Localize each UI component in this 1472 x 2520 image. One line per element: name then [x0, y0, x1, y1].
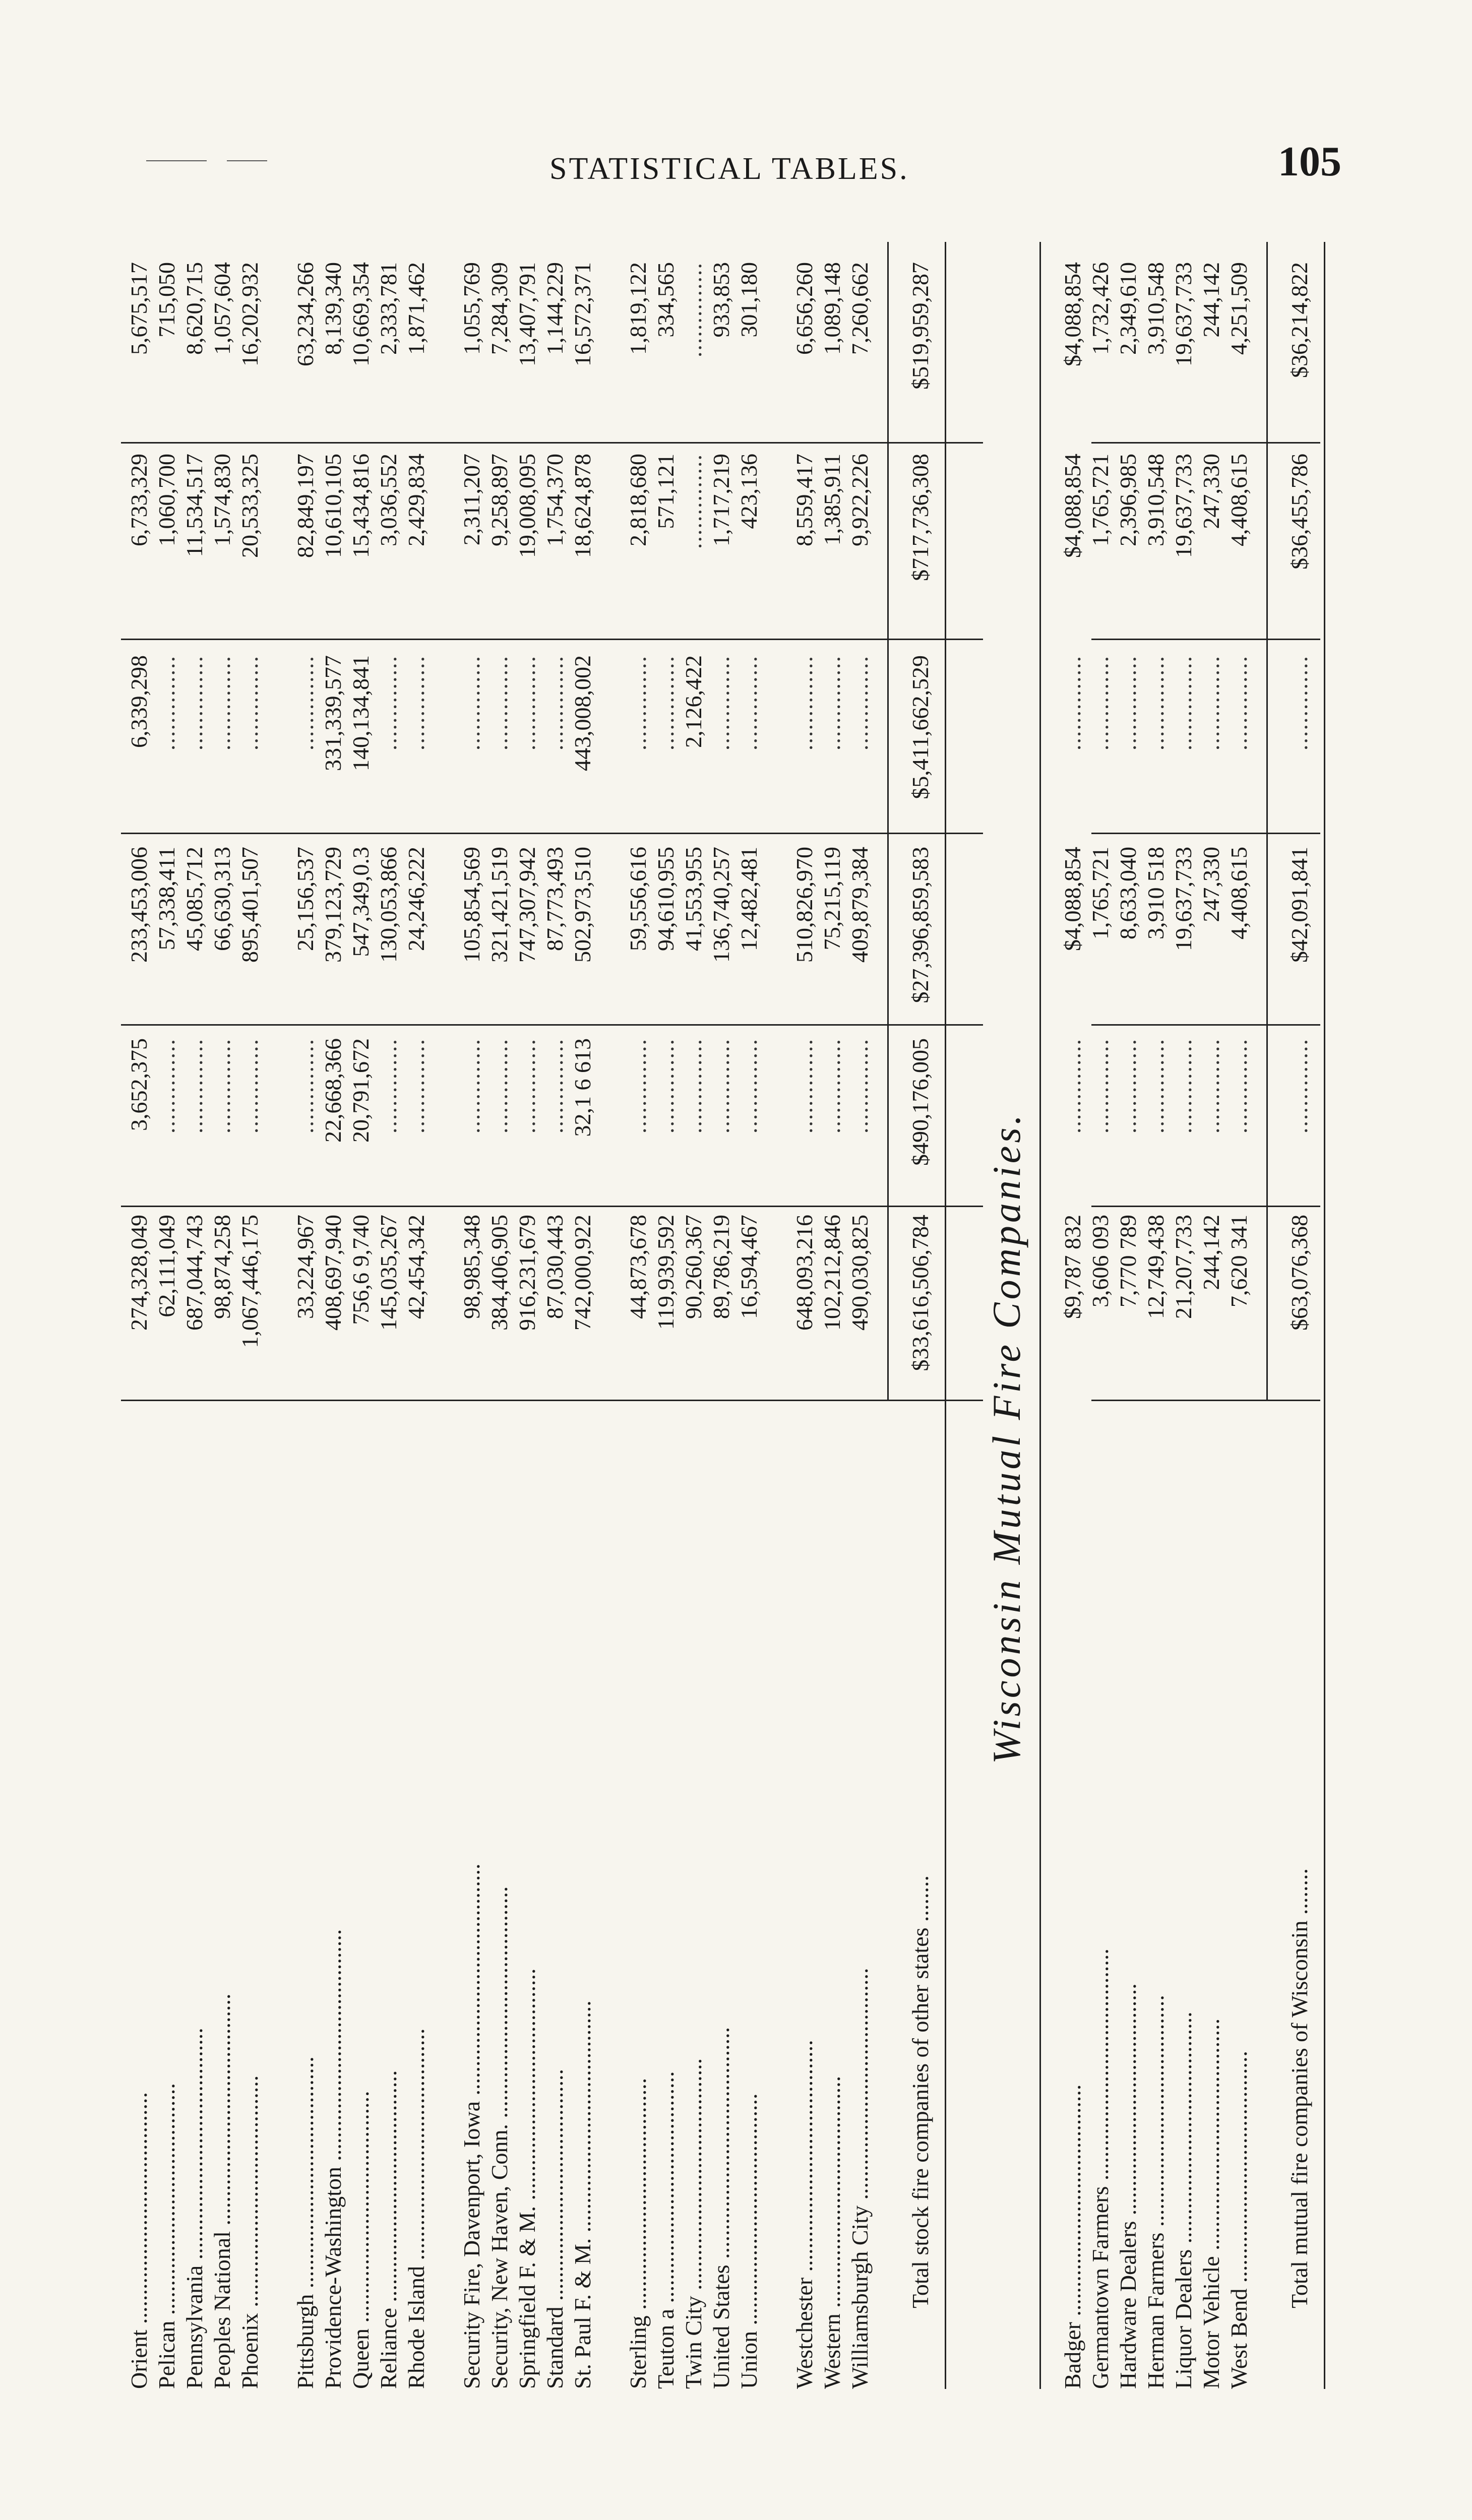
company-name: Rhode Island ........................................: [403, 2028, 429, 2389]
stock-cell-value: 44,873,678: [625, 1215, 651, 1319]
company-name: Westchester ........................................: [791, 2040, 817, 2389]
stock-cell-value: 63,234,266: [292, 262, 318, 366]
stock-cell-value: 119,939,592: [653, 1215, 679, 1330]
stock-cell-value: 409,879,384: [847, 847, 873, 963]
stock-cell-value: 20,533,325: [237, 454, 263, 558]
dot-leader: ..............: [1226, 655, 1252, 750]
stock-cell-value: 490,030,825: [847, 1215, 873, 1331]
company-name: Reliance ........................................: [376, 2070, 401, 2389]
stock-cell-value: 45,085,712: [181, 847, 207, 951]
company-name: Pennsylvania ........................................: [181, 2028, 207, 2389]
stock-cell-value: 648,093,216: [791, 1215, 817, 1331]
mutual-total-value: $36,214,822: [1286, 262, 1312, 378]
stock-cell-value: 756,6 9,740: [348, 1215, 374, 1325]
stock-cell-value: 510,826,970: [791, 847, 817, 963]
stock-cell-value: 8,139,340: [320, 262, 346, 355]
mutual-cell-value: $4,088,854: [1060, 847, 1085, 951]
stock-cell-value: 1,089,148: [819, 262, 845, 355]
stock-total-value: $519,959,287: [907, 262, 933, 390]
company-name: Queen ........................................: [348, 2091, 374, 2389]
stock-cell-value: 933,853: [708, 262, 734, 338]
company-name: Herman Farmers ........................................: [1143, 1995, 1169, 2389]
stock-cell-value: 1,385,911: [819, 454, 845, 546]
mutual-total-value: $36,455,786: [1286, 454, 1312, 570]
dot-leader: ..............: [1143, 1038, 1169, 1133]
stock-cell-value: 145,035,267: [376, 1215, 401, 1331]
column-rule: [121, 442, 983, 444]
stock-cell-value: 547,349,0.3: [348, 847, 374, 957]
stock-cell-value: 24,246,222: [403, 847, 429, 951]
stock-cell-value: 2,429,834: [403, 454, 429, 546]
dot-leader: ..............: [1171, 655, 1196, 750]
dot-leader: ..............: [237, 1038, 263, 1133]
header-rule: [146, 160, 207, 161]
stock-cell-value: 408,697,940: [320, 1215, 346, 1331]
dot-leader: ..............: [625, 1038, 651, 1133]
company-name: Standard ........................................: [542, 2068, 568, 2389]
stock-cell-value: 8,559,417: [791, 454, 817, 546]
stock-cell-value: 1,055,769: [459, 262, 484, 355]
dot-leader: ..............: [376, 655, 401, 750]
stock-cell-value: 140,134,841: [348, 655, 374, 771]
mutual-cell-value: 247,330: [1198, 454, 1224, 529]
dot-leader: ..............: [653, 655, 679, 750]
dot-leader: ..............: [791, 1038, 817, 1133]
dot-leader: ..............: [1115, 1038, 1141, 1133]
page-number: 105: [1278, 138, 1341, 185]
stock-cell-value: 16,202,932: [237, 262, 263, 366]
dot-leader: ..............: [292, 1038, 318, 1133]
dot-leader: ..............: [1171, 1038, 1196, 1133]
company-name: Phoenix ........................................: [237, 2075, 263, 2389]
dot-leader: ..............: [154, 1038, 179, 1133]
dot-leader: ..............: [736, 1038, 762, 1133]
company-name: Pittsburgh ........................................: [292, 2056, 318, 2389]
stock-cell-value: 75,215,119: [819, 847, 845, 951]
stock-cell-value: 916,231,679: [514, 1215, 540, 1331]
stock-cell-value: 12,482,481: [736, 847, 762, 951]
dot-leader: ..............: [486, 655, 512, 750]
mutual-cell-value: 3,910,548: [1143, 454, 1169, 546]
stock-cell-value: 1,057,604: [209, 262, 235, 355]
mutual-cell-value: 244,142: [1198, 262, 1224, 338]
stock-cell-value: 895,401,507: [237, 847, 263, 963]
mutual-cell-value: 1,765,721: [1087, 847, 1113, 939]
stock-cell-value: 57,338,411: [154, 847, 179, 951]
stock-cell-value: 715,050: [154, 262, 179, 338]
stock-cell-value: 15,434,816: [348, 454, 374, 558]
company-name: United States ........................................: [708, 2027, 734, 2389]
stock-total-value: $33,616,506,784: [907, 1215, 933, 1371]
stock-cell-value: 90,260,367: [681, 1215, 706, 1319]
dot-leader: ..............: [209, 1038, 235, 1133]
mutual-cell-value: 2,349,610: [1115, 262, 1141, 355]
stock-cell-value: 89,786,219: [708, 1215, 734, 1319]
dot-leader: ..............: [1286, 1038, 1312, 1133]
mutual-cell-value: 1,732,426: [1087, 262, 1113, 355]
mutual-cell-value: 2,396,985: [1115, 454, 1141, 546]
dot-leader: ..............: [1198, 655, 1224, 750]
dot-leader: ..............: [181, 1038, 207, 1133]
stock-cell-value: 1,754,370: [542, 454, 568, 546]
stock-cell-value: 98,874,258: [209, 1215, 235, 1319]
dot-leader: ..............: [459, 1038, 484, 1133]
dot-leader: ..............: [847, 1038, 873, 1133]
table-top-rule: [1039, 242, 1041, 2389]
dot-leader: ..............: [542, 655, 568, 750]
company-name: Pelican ........................................: [154, 2083, 179, 2389]
stock-cell-value: 2,818,680: [625, 454, 651, 546]
stock-cell-value: 33,224,967: [292, 1215, 318, 1319]
stock-cell-value: 136,740,257: [708, 847, 734, 963]
stock-cell-value: 42,454,342: [403, 1215, 429, 1319]
stock-total-value: $27,396,859,583: [907, 847, 933, 1003]
dot-leader: ..............: [376, 1038, 401, 1133]
stock-cell-value: 13,407,791: [514, 262, 540, 366]
mutual-cell-value: 244,142: [1198, 1215, 1224, 1290]
stock-total-value: $5,411,662,529: [907, 655, 933, 799]
stock-cell-value: 10,669,354: [348, 262, 374, 366]
stock-cell-value: 32,1 6 613: [570, 1038, 595, 1137]
stock-cell-value: 321,421,519: [486, 847, 512, 963]
stock-cell-value: 9,258,897: [486, 454, 512, 546]
stock-cell-value: 742,000,922: [570, 1215, 595, 1331]
stock-cell-value: 98,985,348: [459, 1215, 484, 1319]
stock-cell-value: 2,311,207: [459, 454, 484, 546]
dot-leader: ..............: [181, 655, 207, 750]
company-name: West Bend ........................................: [1226, 2051, 1252, 2389]
dot-leader: ..............: [542, 1038, 568, 1133]
dot-leader: ..............: [1143, 655, 1169, 750]
mutual-total-value: $42,091,841: [1286, 847, 1312, 963]
mutual-cell-value: 8,633,040: [1115, 847, 1141, 939]
dot-leader: ..............: [653, 1038, 679, 1133]
company-name: Twin City ........................................: [681, 2058, 706, 2389]
mutual-cell-value: $4,088,854: [1060, 262, 1085, 366]
total-label: Total mutual fire companies of Wisconsin ........: [1286, 1868, 1312, 2308]
dot-leader: ..............: [819, 655, 845, 750]
dot-leader: ..............: [403, 1038, 429, 1133]
stock-cell-value: 443,008,002: [570, 655, 595, 771]
mutual-cell-value: 3,606 093: [1087, 1215, 1113, 1307]
mutual-cell-value: 7,620 341: [1226, 1215, 1252, 1307]
mutual-cell-value: 1,765,721: [1087, 454, 1113, 546]
stock-cell-value: 379,123,729: [320, 847, 346, 963]
stock-cell-value: 22,668,366: [320, 1038, 346, 1143]
stock-cell-value: 9,922,226: [847, 454, 873, 546]
mutual-cell-value: 12,749,438: [1143, 1215, 1169, 1319]
stock-cell-value: 6,656,260: [791, 262, 817, 355]
dot-leader: ..............: [681, 1038, 706, 1133]
table-bottom-rule: [945, 242, 946, 2389]
company-name: Liquor Dealers ........................................: [1171, 2011, 1196, 2389]
dot-leader: ..............: [459, 655, 484, 750]
stock-cell-value: 1,144,229: [542, 262, 568, 355]
stock-cell-value: 1,717,219: [708, 454, 734, 546]
mutual-cell-value: 4,251,509: [1226, 262, 1252, 355]
dot-leader: ..............: [154, 655, 179, 750]
company-name: Orient ........................................: [126, 2092, 152, 2389]
stock-cell-value: 87,773,493: [542, 847, 568, 951]
dot-leader: ..............: [681, 454, 706, 549]
dot-leader: ..............: [819, 1038, 845, 1133]
stock-total-value: $490,176,005: [907, 1038, 933, 1166]
stock-cell-value: 6,339,298: [126, 655, 152, 748]
mutual-cell-value: 19,637,733: [1171, 454, 1196, 558]
mutual-cell-value: 7,770 789: [1115, 1215, 1141, 1307]
dot-leader: ..............: [708, 1038, 734, 1133]
company-name: Union ........................................: [736, 2093, 762, 2389]
mutual-cell-value: 3,910,548: [1143, 262, 1169, 355]
section-heading: Wisconsin Mutual Fire Companies.: [985, 1111, 1028, 1764]
stock-cell-value: 274,328,049: [126, 1215, 152, 1331]
stock-cell-value: 331,339,577: [320, 655, 346, 771]
stock-cell-value: 19,008,095: [514, 454, 540, 558]
dot-leader: ..............: [625, 655, 651, 750]
dot-leader: ..............: [847, 655, 873, 750]
company-name: Security, New Haven, Conn. ........................................: [486, 1886, 512, 2389]
company-name: Springfield F. & M. ........................................: [514, 1968, 540, 2389]
mutual-cell-value: $9,787 832: [1060, 1215, 1085, 1319]
company-name: Security Fire, Davenport, Iowa ........................................: [459, 1863, 484, 2389]
mutual-cell-value: 19,637,733: [1171, 262, 1196, 366]
column-rule: [121, 639, 983, 640]
column-rule: [1091, 1400, 1320, 1401]
stock-cell-value: 16,594,467: [736, 1215, 762, 1319]
column-rule: [1091, 639, 1320, 640]
stock-cell-value: 130,053,866: [376, 847, 401, 963]
stock-cell-value: 384,406,905: [486, 1215, 512, 1331]
stock-cell-value: 233,453,006: [126, 847, 152, 963]
stock-cell-value: 66,630,313: [209, 847, 235, 951]
dot-leader: ..............: [237, 655, 263, 750]
mutual-cell-value: 247,330: [1198, 847, 1224, 922]
stock-cell-value: 2,126,422: [681, 655, 706, 748]
page-title: STATISTICAL TABLES.: [549, 152, 909, 186]
column-rule: [121, 1024, 983, 1026]
stock-cell-value: 1,819,122: [625, 262, 651, 355]
stock-cell-value: 10,610,105: [320, 454, 346, 558]
stock-cell-value: 41,553,955: [681, 847, 706, 951]
stock-cell-value: 747,307,942: [514, 847, 540, 963]
dot-leader: ..............: [1226, 1038, 1252, 1133]
stock-cell-value: 16,572,371: [570, 262, 595, 366]
stock-cell-value: 2,333,781: [376, 262, 401, 355]
stock-cell-value: 18,624,878: [570, 454, 595, 558]
mutual-cell-value: 4,408,615: [1226, 454, 1252, 546]
stock-cell-value: 62,111,049: [154, 1215, 179, 1317]
dot-leader: ..............: [681, 262, 706, 357]
dot-leader: ..............: [403, 655, 429, 750]
mutual-cell-value: 4,408,615: [1226, 847, 1252, 939]
column-rule: [121, 833, 983, 834]
stock-cell-value: 502,973,510: [570, 847, 595, 963]
dot-leader: ..............: [1087, 1038, 1113, 1133]
dot-leader: ..............: [708, 655, 734, 750]
company-name: Peoples National ........................................: [209, 1993, 235, 2389]
stock-cell-value: 1,067,446,175: [237, 1215, 263, 1348]
stock-total-value: $717,736,308: [907, 454, 933, 581]
stock-cell-value: 7,284,309: [486, 262, 512, 355]
stock-cell-value: 301,180: [736, 262, 762, 338]
column-rule: [1091, 833, 1320, 834]
dot-leader: ..............: [736, 655, 762, 750]
dot-leader: ..............: [514, 1038, 540, 1133]
company-name: Williamsburgh City ........................................: [847, 1968, 873, 2389]
company-name: Teuton a ........................................: [653, 2071, 679, 2389]
header-rule: [227, 160, 267, 161]
stock-cell-value: 571,121: [653, 454, 679, 529]
column-rule: [121, 1400, 983, 1401]
company-name: St. Paul F. & M. ........................................: [570, 2000, 595, 2389]
total-rule: [1266, 242, 1268, 1401]
column-rule: [1091, 1206, 1320, 1207]
stock-cell-value: 7,260,662: [847, 262, 873, 355]
dot-leader: ..............: [209, 655, 235, 750]
dot-leader: ..............: [1115, 655, 1141, 750]
total-label: Total stock fire companies of other states ........: [907, 1875, 933, 2308]
stock-cell-value: 59,556,616: [625, 847, 651, 951]
rotated-table: [126, 242, 1361, 2389]
company-name: Western ........................................: [819, 2075, 845, 2389]
stock-cell-value: 20,791,672: [348, 1038, 374, 1143]
stock-cell-value: 6,733,329: [126, 454, 152, 546]
mutual-cell-value: 19,637,733: [1171, 847, 1196, 951]
dot-leader: ..............: [292, 655, 318, 750]
column-rule: [1091, 442, 1320, 444]
stock-cell-value: 25,156,537: [292, 847, 318, 951]
mutual-cell-value: $4,088,854: [1060, 454, 1085, 558]
dot-leader: ..............: [1087, 655, 1113, 750]
stock-cell-value: 87,030,443: [542, 1215, 568, 1319]
column-rule: [121, 1206, 983, 1207]
company-name: Motor Vehicle ........................................: [1198, 2018, 1224, 2389]
table-bottom-rule: [1324, 242, 1325, 2389]
stock-cell-value: 11,534,517: [181, 454, 207, 557]
dot-leader: ..............: [1060, 1038, 1085, 1133]
stock-cell-value: 102,212,846: [819, 1215, 845, 1331]
company-name: Providence-Washington ........................................: [320, 1929, 346, 2389]
stock-cell-value: 1,574,830: [209, 454, 235, 546]
stock-cell-value: 423,136: [736, 454, 762, 529]
company-name: Hardware Dealers ........................................: [1115, 1983, 1141, 2389]
column-rule: [1091, 1024, 1320, 1026]
stock-cell-value: 334,565: [653, 262, 679, 338]
total-rule: [887, 242, 889, 1401]
mutual-total-value: $63,076,368: [1286, 1215, 1312, 1331]
stock-cell-value: 94,610,955: [653, 847, 679, 951]
stock-cell-value: 687,044,743: [181, 1215, 207, 1331]
mutual-cell-value: 21,207,733: [1171, 1215, 1196, 1319]
stock-cell-value: 3,036,552: [376, 454, 401, 546]
stock-cell-value: 3,652,375: [126, 1038, 152, 1131]
dot-leader: ..............: [1286, 655, 1312, 750]
dot-leader: ..............: [791, 655, 817, 750]
dot-leader: ..............: [1198, 1038, 1224, 1133]
dot-leader: ..............: [486, 1038, 512, 1133]
company-name: Germantown Farmers ........................................: [1087, 1948, 1113, 2389]
company-name: Badger ........................................: [1060, 2084, 1085, 2389]
company-name: Sterling ........................................: [625, 2077, 651, 2389]
stock-cell-value: 105,854,569: [459, 847, 484, 963]
stock-cell-value: 1,871,462: [403, 262, 429, 355]
mutual-cell-value: 3,910 518: [1143, 847, 1169, 939]
stock-cell-value: 82,849,197: [292, 454, 318, 558]
dot-leader: ..............: [514, 655, 540, 750]
stock-cell-value: 1,060,700: [154, 454, 179, 546]
stock-cell-value: 5,675,517: [126, 262, 152, 355]
dot-leader: ..............: [1060, 655, 1085, 750]
stock-cell-value: 8,620,715: [181, 262, 207, 355]
